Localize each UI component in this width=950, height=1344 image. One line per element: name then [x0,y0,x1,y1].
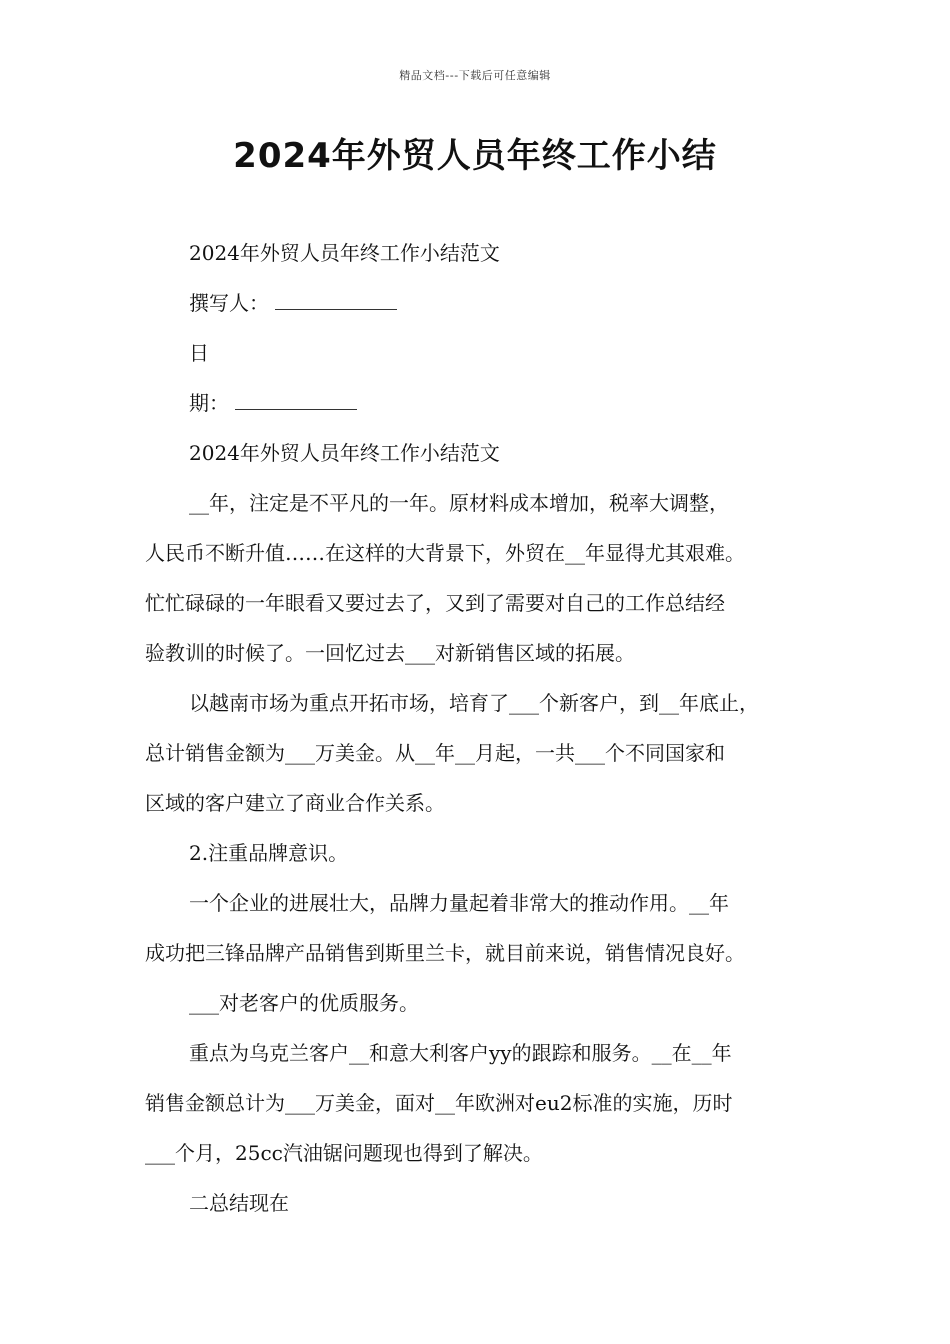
paragraph-line: 成功把三锋品牌产品销售到斯里兰卡，就目前来说，销售情况良好。 [145,941,745,965]
paragraph-line: 重点为乌克兰客户__和意大利客户yy的跟踪和服务。__在__年 [189,1041,732,1065]
paragraph-line: 总计销售金额为___万美金。从__年__月起，一共___个不同国家和 [145,741,725,765]
date-line [145,378,815,428]
date-label: 期： [189,391,229,415]
paragraph-line: 一个企业的进展壮大，品牌力量起着非常大的推动作用。__年 [189,891,729,915]
subtitle-line: 2024年外贸人员年终工作小结范文 [189,241,500,265]
header-note: 精品文档---下载后可任意编辑 [399,69,551,82]
author-line [145,278,815,328]
author-label: 撰写人： [189,291,269,315]
document-title: 2024年外贸人员年终工作小结 [233,136,717,176]
paragraph-line: 验教训的时候了。一回忆过去___对新销售区域的拓展。 [145,641,635,665]
section-heading: 2024年外贸人员年终工作小结范文 [189,441,500,465]
paragraph-line: 以越南市场为重点开拓市场，培育了___个新客户，到__年底止， [189,691,759,715]
paragraph-line: __年，注定是不平凡的一年。原材料成本增加，税率大调整， [189,491,729,515]
paragraph-line: ___个月，25cc汽油锯问题现也得到了解决。 [145,1141,543,1165]
list-heading: 2.注重品牌意识。 [189,841,349,865]
section-heading: 二总结现在 [189,1191,289,1215]
date-label-line: 日 [189,341,209,365]
author-blank [275,283,397,310]
paragraph-line: 忙忙碌碌的一年眼看又要过去了，又到了需要对自己的工作总结经 [145,591,725,615]
date-blank [235,383,357,410]
paragraph-line: 区域的客户建立了商业合作关系。 [145,791,445,815]
paragraph-line: 人民币不断升值……在这样的大背景下，外贸在__年显得尤其艰难。 [145,541,745,565]
document-body [145,228,815,1228]
list-heading: ___对老客户的优质服务。 [189,991,419,1015]
paragraph-line: 销售金额总计为___万美金，面对__年欧洲对eu2标准的实施，历时 [145,1091,733,1115]
